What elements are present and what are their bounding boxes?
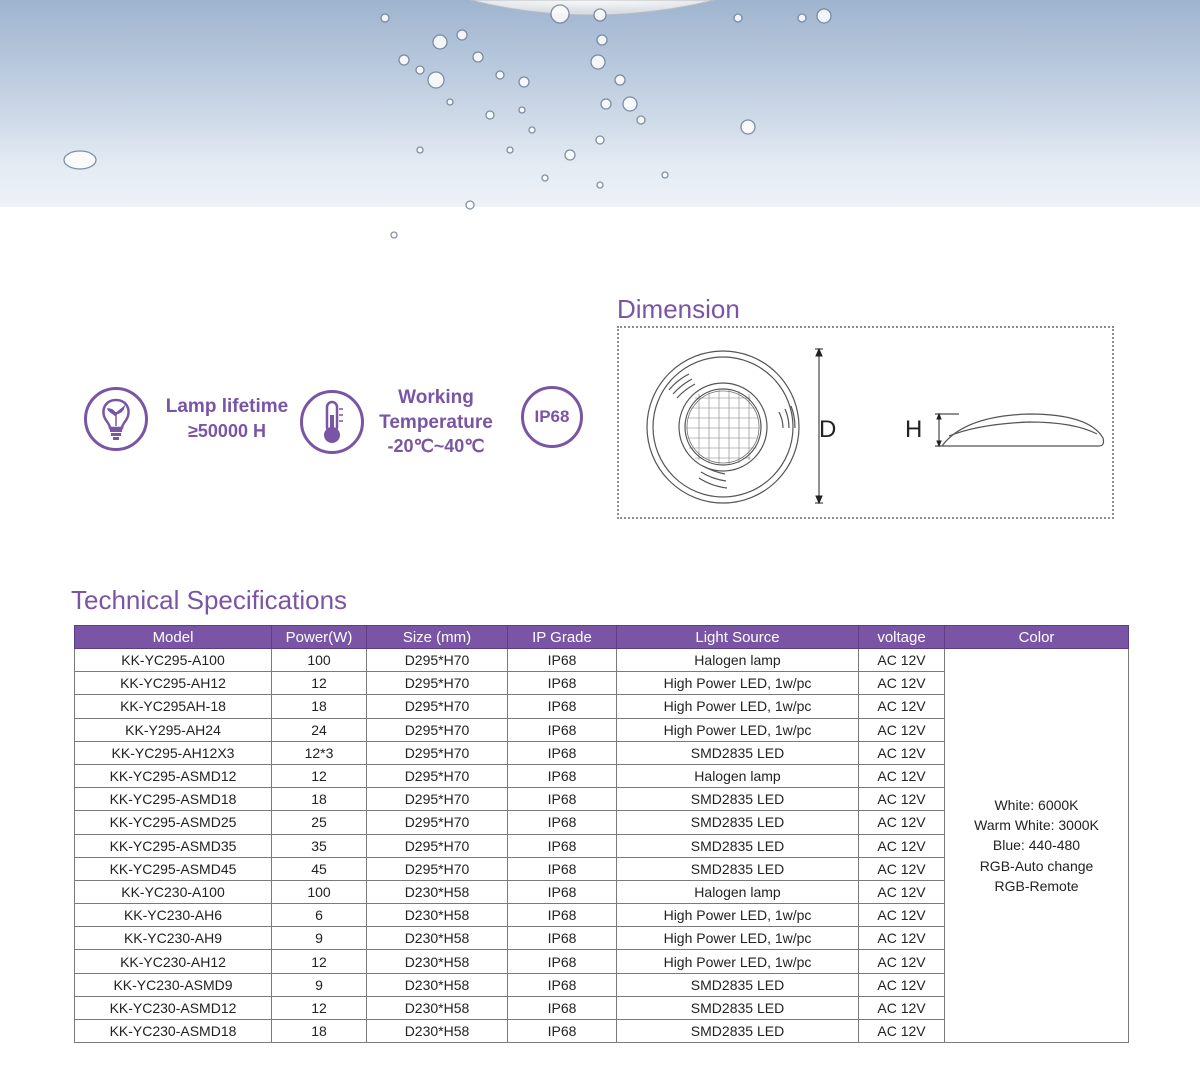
cell-size: D295*H70 bbox=[367, 857, 508, 880]
cell-light-source: SMD2835 LED bbox=[617, 1020, 859, 1043]
cell-color-options bbox=[945, 649, 1129, 1043]
cell-voltage: AC 12V bbox=[859, 927, 945, 950]
cell-ip-grade: IP68 bbox=[508, 996, 617, 1019]
cell-size: D295*H70 bbox=[367, 672, 508, 695]
cell-power: 18 bbox=[272, 1020, 367, 1043]
header-voltage: voltage bbox=[859, 626, 945, 649]
cell-light-source: High Power LED, 1w/pc bbox=[617, 950, 859, 973]
cell-model: KK-YC295-ASMD45 bbox=[75, 857, 272, 880]
cell-model: KK-YC230-A100 bbox=[75, 880, 272, 903]
cell-voltage: AC 12V bbox=[859, 811, 945, 834]
specs-header-row bbox=[75, 626, 1129, 649]
water-droplets-image bbox=[0, 0, 1200, 250]
cell-power: 6 bbox=[272, 904, 367, 927]
temperature-feature bbox=[300, 386, 504, 459]
cell-power: 12 bbox=[272, 996, 367, 1019]
cell-model: KK-YC230-AH9 bbox=[75, 927, 272, 950]
cell-size: D230*H58 bbox=[367, 1020, 508, 1043]
header-size: Size (mm) bbox=[367, 626, 508, 649]
cell-model: KK-YC295-ASMD12 bbox=[75, 764, 272, 787]
color-option: RGB-Remote bbox=[994, 878, 1079, 895]
cell-power: 24 bbox=[272, 718, 367, 741]
cell-light-source: High Power LED, 1w/pc bbox=[617, 695, 859, 718]
temperature-label-line2: Temperature bbox=[379, 411, 493, 433]
specs-title: Technical Specifications bbox=[71, 585, 348, 615]
cell-size: D295*H70 bbox=[367, 741, 508, 764]
cell-ip-grade: IP68 bbox=[508, 741, 617, 764]
cell-power: 100 bbox=[272, 649, 367, 672]
cell-size: D230*H58 bbox=[367, 927, 508, 950]
cell-light-source: SMD2835 LED bbox=[617, 788, 859, 811]
cell-light-source: SMD2835 LED bbox=[617, 741, 859, 764]
cell-power: 100 bbox=[272, 880, 367, 903]
cell-size: D230*H58 bbox=[367, 880, 508, 903]
temperature-value: -20℃~40℃ bbox=[387, 436, 485, 457]
cell-model: KK-Y295-AH24 bbox=[75, 718, 272, 741]
cell-size: D295*H70 bbox=[367, 834, 508, 857]
cell-light-source: Halogen lamp bbox=[617, 764, 859, 787]
cell-power: 18 bbox=[272, 695, 367, 718]
lamp-dimension-drawing bbox=[619, 328, 1112, 517]
cell-voltage: AC 12V bbox=[859, 950, 945, 973]
cell-voltage: AC 12V bbox=[859, 764, 945, 787]
cell-voltage: AC 12V bbox=[859, 973, 945, 996]
color-option: White: 6000K bbox=[994, 796, 1079, 813]
cell-light-source: SMD2835 LED bbox=[617, 973, 859, 996]
cell-light-source: High Power LED, 1w/pc bbox=[617, 927, 859, 950]
cell-light-source: High Power LED, 1w/pc bbox=[617, 672, 859, 695]
cell-ip-grade: IP68 bbox=[508, 718, 617, 741]
cell-model: KK-YC230-AH12 bbox=[75, 950, 272, 973]
ip68-label: IP68 bbox=[534, 406, 570, 426]
cell-model: KK-YC230-AH6 bbox=[75, 904, 272, 927]
hero-water-banner bbox=[0, 0, 1200, 207]
cell-voltage: AC 12V bbox=[859, 695, 945, 718]
thermometer-icon bbox=[300, 390, 364, 454]
cell-light-source: SMD2835 LED bbox=[617, 834, 859, 857]
cell-size: D295*H70 bbox=[367, 649, 508, 672]
header-power: Power(W) bbox=[272, 626, 367, 649]
cell-light-source: Halogen lamp bbox=[617, 649, 859, 672]
cell-voltage: AC 12V bbox=[859, 788, 945, 811]
header-light-source: Light Source bbox=[617, 626, 859, 649]
cell-voltage: AC 12V bbox=[859, 672, 945, 695]
lifetime-feature bbox=[84, 387, 300, 451]
cell-light-source: High Power LED, 1w/pc bbox=[617, 718, 859, 741]
header-model: Model bbox=[75, 626, 272, 649]
cell-ip-grade: IP68 bbox=[508, 1020, 617, 1043]
cell-size: D295*H70 bbox=[367, 764, 508, 787]
cell-voltage: AC 12V bbox=[859, 834, 945, 857]
cell-size: D295*H70 bbox=[367, 695, 508, 718]
cell-power: 9 bbox=[272, 973, 367, 996]
table-row bbox=[75, 649, 1129, 672]
cell-ip-grade: IP68 bbox=[508, 880, 617, 903]
lifetime-value: ≥50000 H bbox=[188, 420, 266, 441]
cell-power: 12*3 bbox=[272, 741, 367, 764]
cell-power: 12 bbox=[272, 764, 367, 787]
cell-model: KK-YC230-ASMD18 bbox=[75, 1020, 272, 1043]
cell-size: D230*H58 bbox=[367, 950, 508, 973]
cell-ip-grade: IP68 bbox=[508, 788, 617, 811]
cell-voltage: AC 12V bbox=[859, 718, 945, 741]
specs-body bbox=[75, 649, 1129, 1043]
cell-model: KK-YC230-ASMD12 bbox=[75, 996, 272, 1019]
color-option: Blue: 440-480 bbox=[992, 837, 1081, 854]
cell-power: 35 bbox=[272, 834, 367, 857]
ip68-badge bbox=[521, 386, 583, 448]
cell-voltage: AC 12V bbox=[859, 996, 945, 1019]
cell-ip-grade: IP68 bbox=[508, 649, 617, 672]
dimension-title: Dimension bbox=[617, 294, 740, 324]
cell-ip-grade: IP68 bbox=[508, 764, 617, 787]
cell-power: 18 bbox=[272, 788, 367, 811]
cell-ip-grade: IP68 bbox=[508, 950, 617, 973]
cell-ip-grade: IP68 bbox=[508, 811, 617, 834]
cell-size: D295*H70 bbox=[367, 718, 508, 741]
cell-model: KK-YC295AH-18 bbox=[75, 695, 272, 718]
temperature-label-line1: Working bbox=[398, 387, 474, 408]
cell-size: D230*H58 bbox=[367, 996, 508, 1019]
cell-model: KK-YC230-ASMD9 bbox=[75, 973, 272, 996]
cell-model: KK-YC295-ASMD18 bbox=[75, 788, 272, 811]
dimension-diagram bbox=[617, 326, 1114, 519]
color-option: Warm White: 3000K bbox=[974, 817, 1099, 834]
cell-voltage: AC 12V bbox=[859, 1020, 945, 1043]
cell-light-source: SMD2835 LED bbox=[617, 996, 859, 1019]
plant-bulb-icon bbox=[84, 387, 148, 451]
cell-ip-grade: IP68 bbox=[508, 904, 617, 927]
cell-power: 9 bbox=[272, 927, 367, 950]
cell-ip-grade: IP68 bbox=[508, 695, 617, 718]
cell-light-source: SMD2835 LED bbox=[617, 857, 859, 880]
cell-model: KK-YC295-ASMD25 bbox=[75, 811, 272, 834]
cell-model: KK-YC295-A100 bbox=[75, 649, 272, 672]
cell-power: 25 bbox=[272, 811, 367, 834]
cell-light-source: SMD2835 LED bbox=[617, 811, 859, 834]
cell-ip-grade: IP68 bbox=[508, 834, 617, 857]
cell-model: KK-YC295-ASMD35 bbox=[75, 834, 272, 857]
cell-power: 12 bbox=[272, 950, 367, 973]
cell-ip-grade: IP68 bbox=[508, 973, 617, 996]
specs-table bbox=[74, 625, 1129, 1043]
cell-ip-grade: IP68 bbox=[508, 927, 617, 950]
color-option: RGB-Auto change bbox=[979, 857, 1094, 874]
cell-size: D230*H58 bbox=[367, 973, 508, 996]
header-color: Color bbox=[945, 626, 1129, 649]
diameter-label: D bbox=[819, 416, 837, 443]
lifetime-label: Lamp lifetime bbox=[165, 395, 289, 417]
cell-ip-grade: IP68 bbox=[508, 857, 617, 880]
cell-size: D295*H70 bbox=[367, 788, 508, 811]
cell-voltage: AC 12V bbox=[859, 649, 945, 672]
cell-voltage: AC 12V bbox=[859, 880, 945, 903]
ip68-feature bbox=[521, 386, 583, 448]
cell-voltage: AC 12V bbox=[859, 741, 945, 764]
cell-power: 12 bbox=[272, 672, 367, 695]
cell-ip-grade: IP68 bbox=[508, 672, 617, 695]
cell-voltage: AC 12V bbox=[859, 857, 945, 880]
header-ip-grade: IP Grade bbox=[508, 626, 617, 649]
cell-size: D230*H58 bbox=[367, 904, 508, 927]
cell-model: KK-YC295-AH12 bbox=[75, 672, 272, 695]
cell-model: KK-YC295-AH12X3 bbox=[75, 741, 272, 764]
cell-voltage: AC 12V bbox=[859, 904, 945, 927]
cell-light-source: High Power LED, 1w/pc bbox=[617, 904, 859, 927]
cell-size: D295*H70 bbox=[367, 811, 508, 834]
cell-light-source: Halogen lamp bbox=[617, 880, 859, 903]
height-label: H bbox=[905, 416, 923, 443]
cell-power: 45 bbox=[272, 857, 367, 880]
